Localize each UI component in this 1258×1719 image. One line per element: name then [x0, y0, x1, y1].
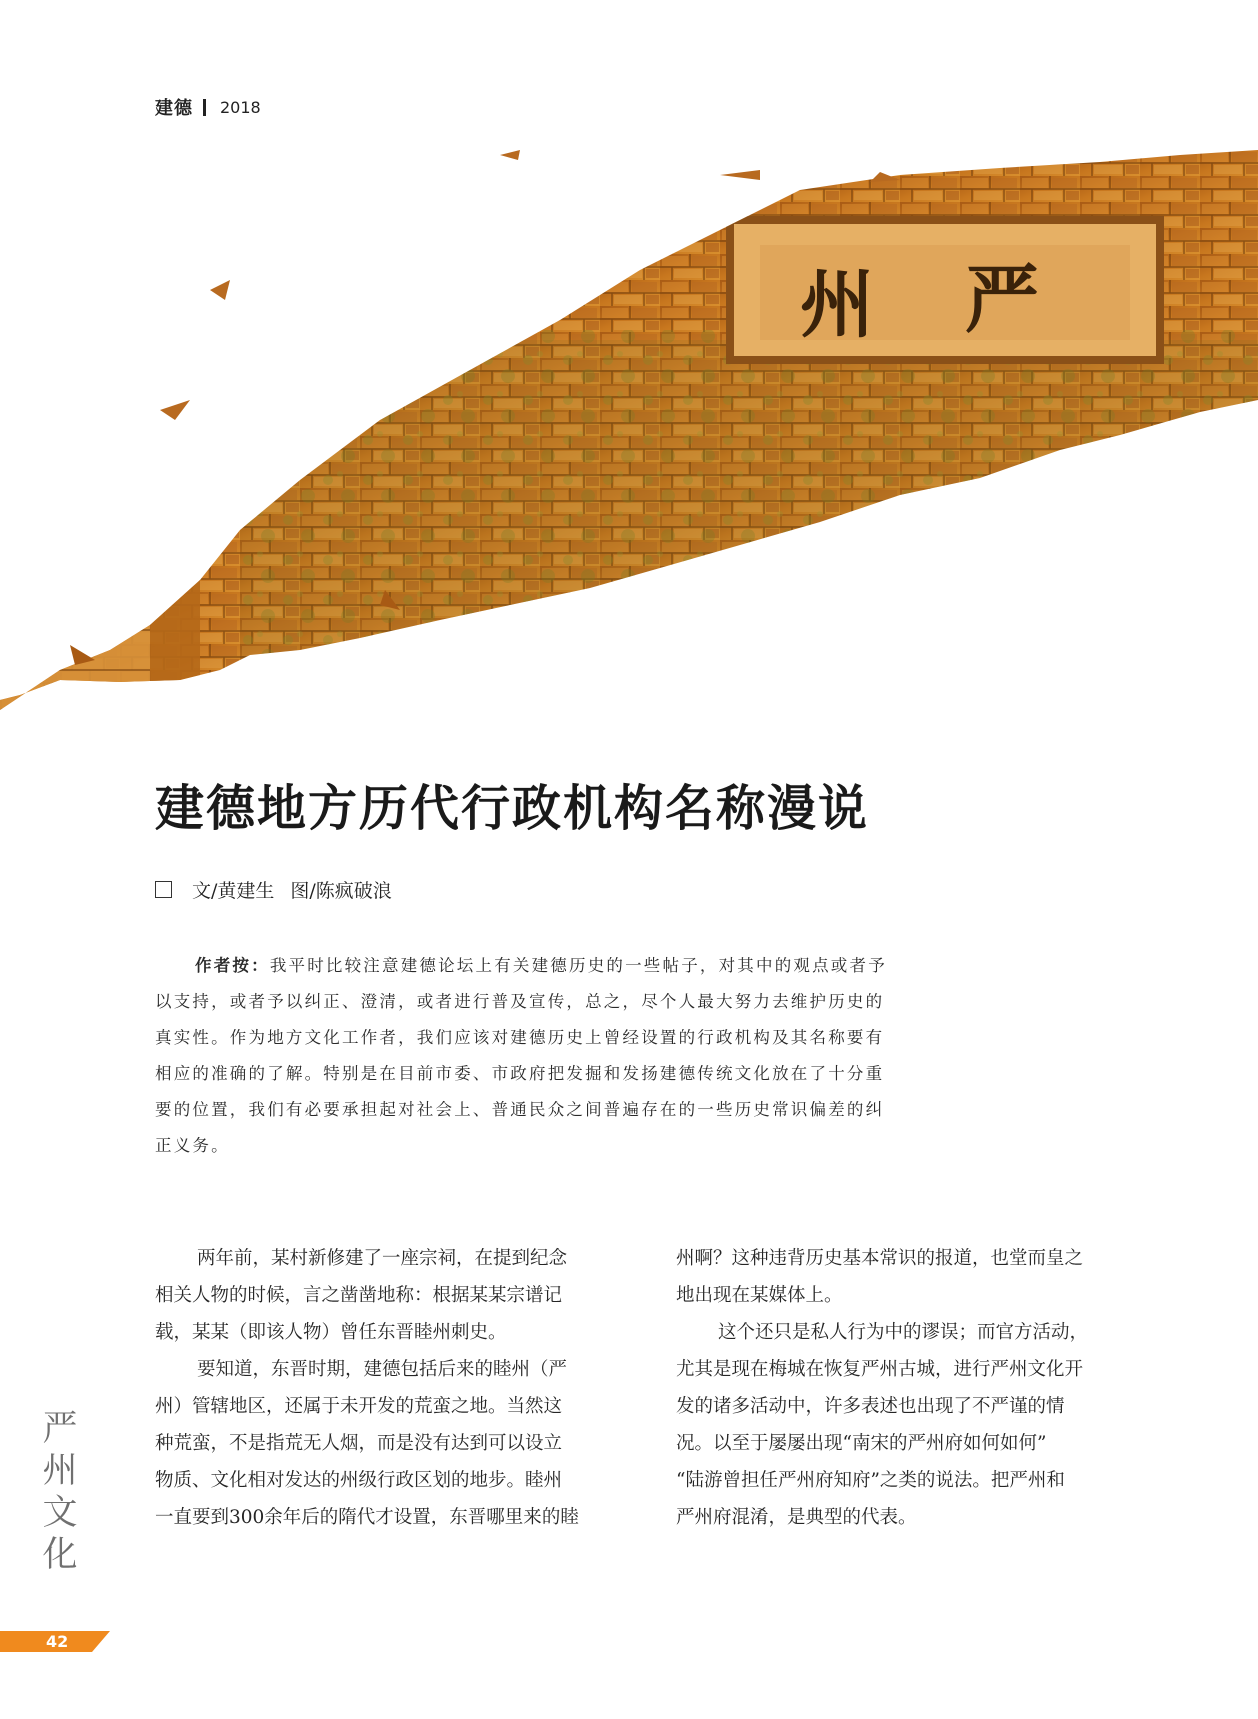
- byline-box-icon: [155, 881, 172, 898]
- author-note: [155, 948, 925, 1164]
- section-char: 州: [42, 1451, 78, 1491]
- note-line: 相应的准确的了解。特别是在目前市委、市政府把发掘和发扬建德传统文化放在了十分重: [155, 1064, 885, 1083]
- body-line: 况。以至于屡屡出现“南宋的严州府如何如何”: [676, 1433, 1047, 1454]
- body-line: 州啊？这种违背历史基本常识的报道，也堂而皇之: [676, 1248, 1084, 1269]
- photo-credit: 图/陈疯破浪: [290, 880, 392, 902]
- body-column-left: [155, 1240, 605, 1536]
- body-line: 种荒蛮，不是指荒无人烟，而是没有达到可以设立: [155, 1433, 563, 1454]
- issue-year: 2018: [220, 97, 261, 117]
- svg-text:州: 州: [800, 262, 874, 348]
- body-line: 州）管辖地区，还属于未开发的荒蛮之地。当然这: [155, 1396, 563, 1417]
- body-line: 相关人物的时候，言之凿凿地称：根据某某宗谱记: [155, 1285, 563, 1306]
- body-line: 尤其是现在梅城在恢复严州古城，进行严州文化开: [676, 1359, 1084, 1380]
- section-label-vertical: [38, 1408, 82, 1576]
- section-char: 文: [42, 1493, 78, 1533]
- note-line: 作者按：我平时比较注意建德论坛上有关建德历史的一些帖子，对其中的观点或者予: [195, 956, 887, 975]
- body-line: “陆游曾担任严州府知府”之类的说法。把严州和: [676, 1470, 1065, 1491]
- note-line: 以支持，或者予以纠正、澄清，或者进行普及宣传，总之，尽个人最大努力去维护历史的: [155, 992, 885, 1011]
- body-line: 这个还只是私人行为中的谬误；而官方活动，: [718, 1322, 1089, 1343]
- byline: [155, 876, 392, 903]
- page-number: 42: [46, 1632, 69, 1651]
- body-line: 载，某某（即该人物）曾任东晋睦州刺史。: [155, 1322, 507, 1343]
- author-credit: 文/黄建生: [192, 880, 275, 902]
- body-line: 严州府混淆，是典型的代表。: [676, 1507, 917, 1528]
- article-title: 建德地方历代行政机构名称漫说: [155, 780, 870, 837]
- body-line: 要知道，东晋时期，建德包括后来的睦州（严: [197, 1359, 568, 1380]
- body-line: 地出现在某媒体上。: [676, 1285, 843, 1306]
- body-line: 一直要到300余年后的隋代才设置，东晋哪里来的睦: [155, 1507, 579, 1528]
- body-line: 发的诸多活动中，许多表述也出现了不严谨的情: [676, 1396, 1065, 1417]
- note-line: 真实性。作为地方文化工作者，我们应该对建德历史上曾经设置的行政机构及其名称要有: [155, 1028, 885, 1047]
- body-line: 物质、文化相对发达的州级行政区划的地步。睦州: [155, 1470, 563, 1491]
- body-line: 两年前，某村新修建了一座宗祠，在提到纪念: [197, 1248, 568, 1269]
- section-char: 严: [42, 1409, 78, 1449]
- header-photo-city-gate: [0, 150, 1258, 740]
- note-line: 要的位置，我们有必要承担起对社会上、普通民众之间普遍存在的一些历史常识偏差的纠: [155, 1100, 885, 1119]
- note-label: 作者按：: [195, 956, 270, 975]
- header-divider: [203, 99, 206, 116]
- svg-text:严: 严: [965, 257, 1039, 343]
- magazine-name: 建德: [155, 98, 193, 119]
- body-column-right: [676, 1240, 1126, 1536]
- note-line: 正义务。: [155, 1136, 230, 1155]
- section-char: 化: [42, 1535, 78, 1575]
- running-header: [155, 94, 261, 120]
